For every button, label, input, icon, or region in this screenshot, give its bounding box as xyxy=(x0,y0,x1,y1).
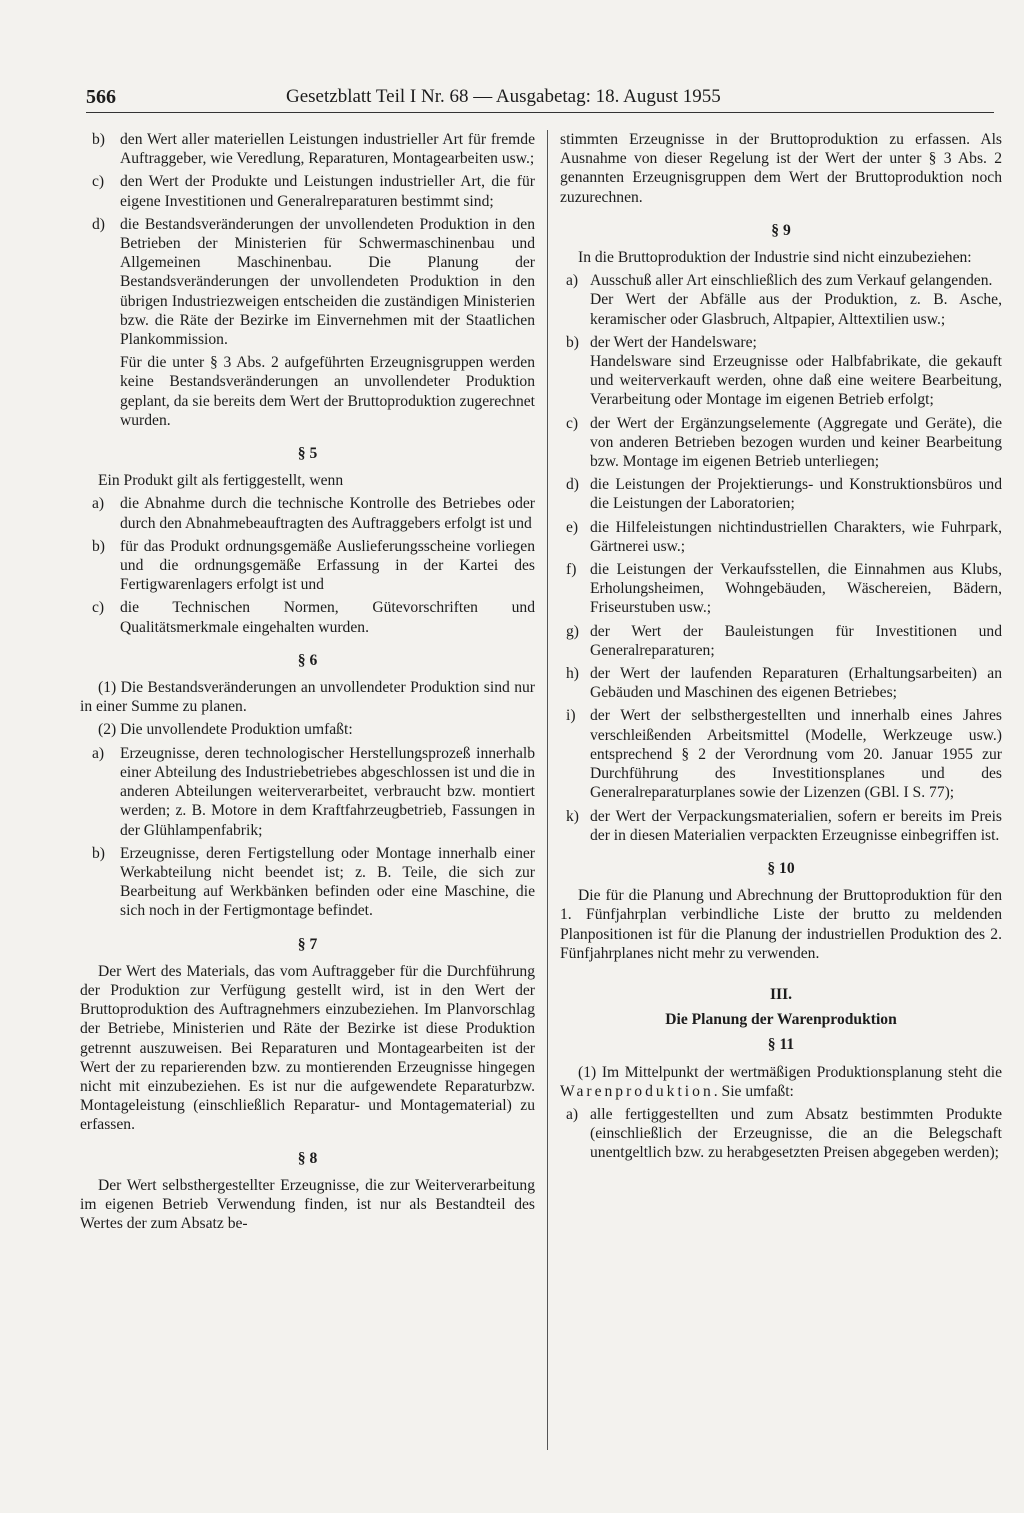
page-header xyxy=(86,86,994,113)
item-label: a) xyxy=(92,495,105,513)
item-label: k) xyxy=(566,807,579,825)
list-item xyxy=(80,598,535,636)
item-label: f) xyxy=(566,561,577,579)
list-item xyxy=(80,494,535,532)
list-item xyxy=(560,475,1002,513)
item-text: Ausschuß aller Art einschließlich des zum Verkauf gelangenden. xyxy=(590,272,993,290)
item-label: a) xyxy=(566,272,579,290)
item-text: die Bestandsveränderungen der unvollendeten Produktion in den Betrieben der Ministerien für Schwermaschinenbau und Allgemeinen Maschinenbau. Die Planung der Bestandsveränderungen der unvollendeten Produktion in den übrigen Industriezweigen entscheiden die zuständigen Ministerien bzw. die Räte der Bezirke im Einvernehmen mit der Staatlichen Plankommission. xyxy=(120,215,535,349)
paragraph xyxy=(560,1063,1002,1101)
paragraph: Die für die Planung und Abrechnung der Bruttoproduktion für den 1. Fünfjahrplan verbindliche Liste der brutto zu meldenden Planpositionen ist für die Planung der industriellen Produktion des 2. Fünfjahrplanes nicht mehr zu verwenden. xyxy=(560,887,1002,962)
item-text: den Wert der Produkte und Leistungen industrieller Art, die für eigene Investitionen und Generalreparaturen bestimmt sind; xyxy=(120,173,535,210)
text-run: . Sie umfaßt: xyxy=(713,1082,794,1100)
list-item xyxy=(560,706,1002,802)
list-item xyxy=(80,537,535,595)
list-item xyxy=(560,664,1002,702)
item-label: h) xyxy=(566,665,579,683)
column-divider xyxy=(547,130,548,1450)
section-heading: § 6 xyxy=(297,651,318,669)
part-numeral: III. xyxy=(769,985,793,1003)
paragraph: In die Bruttoproduktion der Industrie sind nicht einzubeziehen: xyxy=(578,249,972,267)
paragraph: Für die unter § 3 Abs. 2 aufgeführten Erzeugnisgruppen werden keine Bestandsveränderungen an unvollendeter Produktion geplant, da sie bereits dem Wert der Bruttoproduktion zugerechnet wurden. xyxy=(120,354,535,429)
item-label: a) xyxy=(92,744,105,762)
list-item xyxy=(80,844,535,921)
list-item xyxy=(560,271,1002,329)
list-item xyxy=(560,622,1002,660)
item-text: der Wert der Handelsware; xyxy=(590,333,757,351)
item-label: d) xyxy=(92,215,105,233)
item-label: b) xyxy=(566,333,579,351)
text-run: (1) Im Mittelpunkt der wertmäßigen Produktionsplanung steht die xyxy=(578,1063,1002,1081)
item-text: die Hilfeleistungen nichtindustriellen Charakters, wie Fuhrpark, Gärtnerei usw.; xyxy=(590,518,1002,555)
section-heading: § 9 xyxy=(771,221,791,239)
item-text: der Wert der Verpackungsmaterialien, sofern er bereits im Preis der in diesen Materialien verpackten Erzeugnisse einbegriffen ist. xyxy=(590,807,1002,844)
list-item xyxy=(80,130,535,168)
section-heading: § 5 xyxy=(297,445,318,463)
item-subtext: Der Wert der Abfälle aus der Produktion, z. B. Asche, keramischer oder Glasbruch, Altpapier, Alttextilien usw.; xyxy=(590,291,1002,328)
item-label: c) xyxy=(566,414,579,432)
item-label: a) xyxy=(566,1105,579,1123)
item-label: i) xyxy=(566,707,576,725)
item-text: für das Produkt ordnungsgemäße Auslieferungsscheine vorliegen und die ordnungsgemäße Erfassung in der Kartei des Fertigwarenlagers erfolgt ist und xyxy=(120,537,535,594)
section-heading: § 8 xyxy=(297,1149,318,1167)
item-text: der Wert der selbsthergestellten und innerhalb eines Jahres verschleißenden Arbeitsmittel (Modelle, Werkzeuge usw.) entsprechend § 2 der Verordnung vom 20. Januar 1955 zur Durchführung des Investitionsplanes und des Generalreparaturplanes sowie der Lizenzen (GBl. I S. 77); xyxy=(590,707,1002,802)
item-text: die Abnahme durch die technische Kontrolle des Betriebes oder durch den Abnahmebeauftragten des Auftraggebers erfolgt ist und xyxy=(120,495,535,532)
section-heading: § 7 xyxy=(297,935,318,953)
page-number: 566 xyxy=(86,86,116,108)
list-item xyxy=(560,518,1002,556)
paragraph: (2) Die unvollendete Produktion umfaßt: xyxy=(98,721,353,739)
chapter-title: Die Planung der Warenproduktion xyxy=(665,1011,897,1029)
item-text: Erzeugnisse, deren Fertigstellung oder Montage innerhalb einer Werkabteilung nicht beendet ist; z. B. Teile, die sich zur Bearbeitung auf Werkbänken befinden oder eine Maschine, die sich noch in der Fertigmontage befindet. xyxy=(120,844,535,920)
item-label: d) xyxy=(566,476,579,494)
paragraph: (1) Die Bestandsveränderungen an unvollendeter Produktion sind nur in einer Summe zu planen. xyxy=(80,679,535,716)
item-label: b) xyxy=(92,131,105,148)
item-label: b) xyxy=(92,537,105,555)
item-label: g) xyxy=(566,622,579,640)
item-text: den Wert aller materiellen Leistungen industrieller Art für fremde Auftraggeber, wie Veredlung, Reparaturen, Montagearbeiten usw.; xyxy=(120,131,535,168)
paragraph: stimmten Erzeugnisse in der Bruttoproduktion zu erfassen. Als Ausnahme von dieser Regelung ist der Wert der unter § 3 Abs. 2 genannten Erzeugnisgruppen dem Wert der Bruttoproduktion noch zuzurechnen. xyxy=(560,131,1002,206)
item-text: alle fertiggestellten und zum Absatz bestimmten Produkte (einschließlich der Erzeugnisse, die an die Belegschaft unentgeltlich bzw. zu herabgesetzten Preisen abgegeben werden); xyxy=(590,1105,1002,1162)
section-heading: § 10 xyxy=(767,859,795,877)
item-subtext: Handelsware sind Erzeugnisse oder Halbfabrikate, die gekauft und weiterverkauft werden, ohne daß eine weitere Bearbeitung, Verarbeitung oder Montage im eigenen Betrieb erfolgt; xyxy=(590,353,1002,409)
spaced-term: Warenproduktion xyxy=(560,1082,714,1100)
item-label: c) xyxy=(92,173,105,191)
item-text: der Wert der Bauleistungen für Investitionen und Generalreparaturen; xyxy=(590,622,1002,659)
item-text: die Leistungen der Verkaufsstellen, die Einnahmen aus Klubs, Erholungsheimen, Wohngebäuden, Wäschereien, Bädern, Friseurstuben usw.; xyxy=(590,561,1002,617)
left-column xyxy=(80,130,535,1237)
list-item xyxy=(560,414,1002,472)
item-label: e) xyxy=(566,518,579,536)
list-item xyxy=(80,744,535,840)
list-item xyxy=(560,333,1002,410)
paragraph: Der Wert selbsthergestellter Erzeugnisse, die zur Weiterverarbeitung im eigenen Betrieb Verwendung finden, ist nur als Bestandteil des Wertes der zum Absatz be- xyxy=(80,1176,535,1233)
list-item xyxy=(80,172,535,210)
item-label: b) xyxy=(92,844,105,862)
list-item xyxy=(560,560,1002,618)
item-text: der Wert der laufenden Reparaturen (Erhaltungsarbeiten) an Gebäuden und Maschinen des eigenen Betriebes; xyxy=(590,665,1002,702)
list-item xyxy=(560,1105,1002,1163)
list-item xyxy=(80,215,535,349)
item-text: die Technischen Normen, Gütevorschriften und Qualitätsmerkmale eingehalten wurden. xyxy=(120,599,535,636)
section-heading: § 11 xyxy=(767,1036,795,1054)
paragraph: Ein Produkt gilt als fertiggestellt, wenn xyxy=(98,472,344,490)
item-text: die Leistungen der Projektierungs- und Konstruktionsbüros und die Leistungen der Laboratorien; xyxy=(590,476,1002,513)
paragraph: Der Wert des Materials, das vom Auftraggeber für die Durchführung der Produktion zur Verfügung gestellt wird, ist in den Wert der Bruttoproduktion des Auftragnehmers einzubeziehen. Im Planvorschlag der Betriebe, Ministerien und Räte der Bezirke ist diese Produktion getrennt auszuweisen. Bei Reparaturen und Montagearbeiten ist der Wert der zu reparierenden bzw. zu montierenden Erzeugnisse hingegen nicht mit einzubeziehen. Es ist nur die aufgewendete Reparaturbzw. Montageleistung (einschließlich Reparatur- und Montagematerial) zu erfassen. xyxy=(80,962,535,1134)
item-label: c) xyxy=(92,599,105,617)
item-text: der Wert der Ergänzungselemente (Aggregate und Geräte), die von anderen Betrieben bezogen wurden und keiner Bearbeitung bzw. Montage im eigenen Betrieb unterliegen; xyxy=(590,414,1002,471)
item-text: Erzeugnisse, deren technologischer Herstellungsprozeß innerhalb einer Abteilung des Industriebetriebes abgeschlossen ist und die in anderen Abteilungen weiterverarbeitet, verbraucht bzw. montiert werden; z. B. Motore in dem Kraftfahrzeugbetrieb, Fassungen in der Glühlampenfabrik; xyxy=(120,744,535,839)
list-item xyxy=(560,807,1002,845)
right-column xyxy=(560,130,1002,1167)
page-header-title: Gesetzblatt Teil I Nr. 68 — Ausgabetag: 18. August 1955 xyxy=(286,86,721,107)
